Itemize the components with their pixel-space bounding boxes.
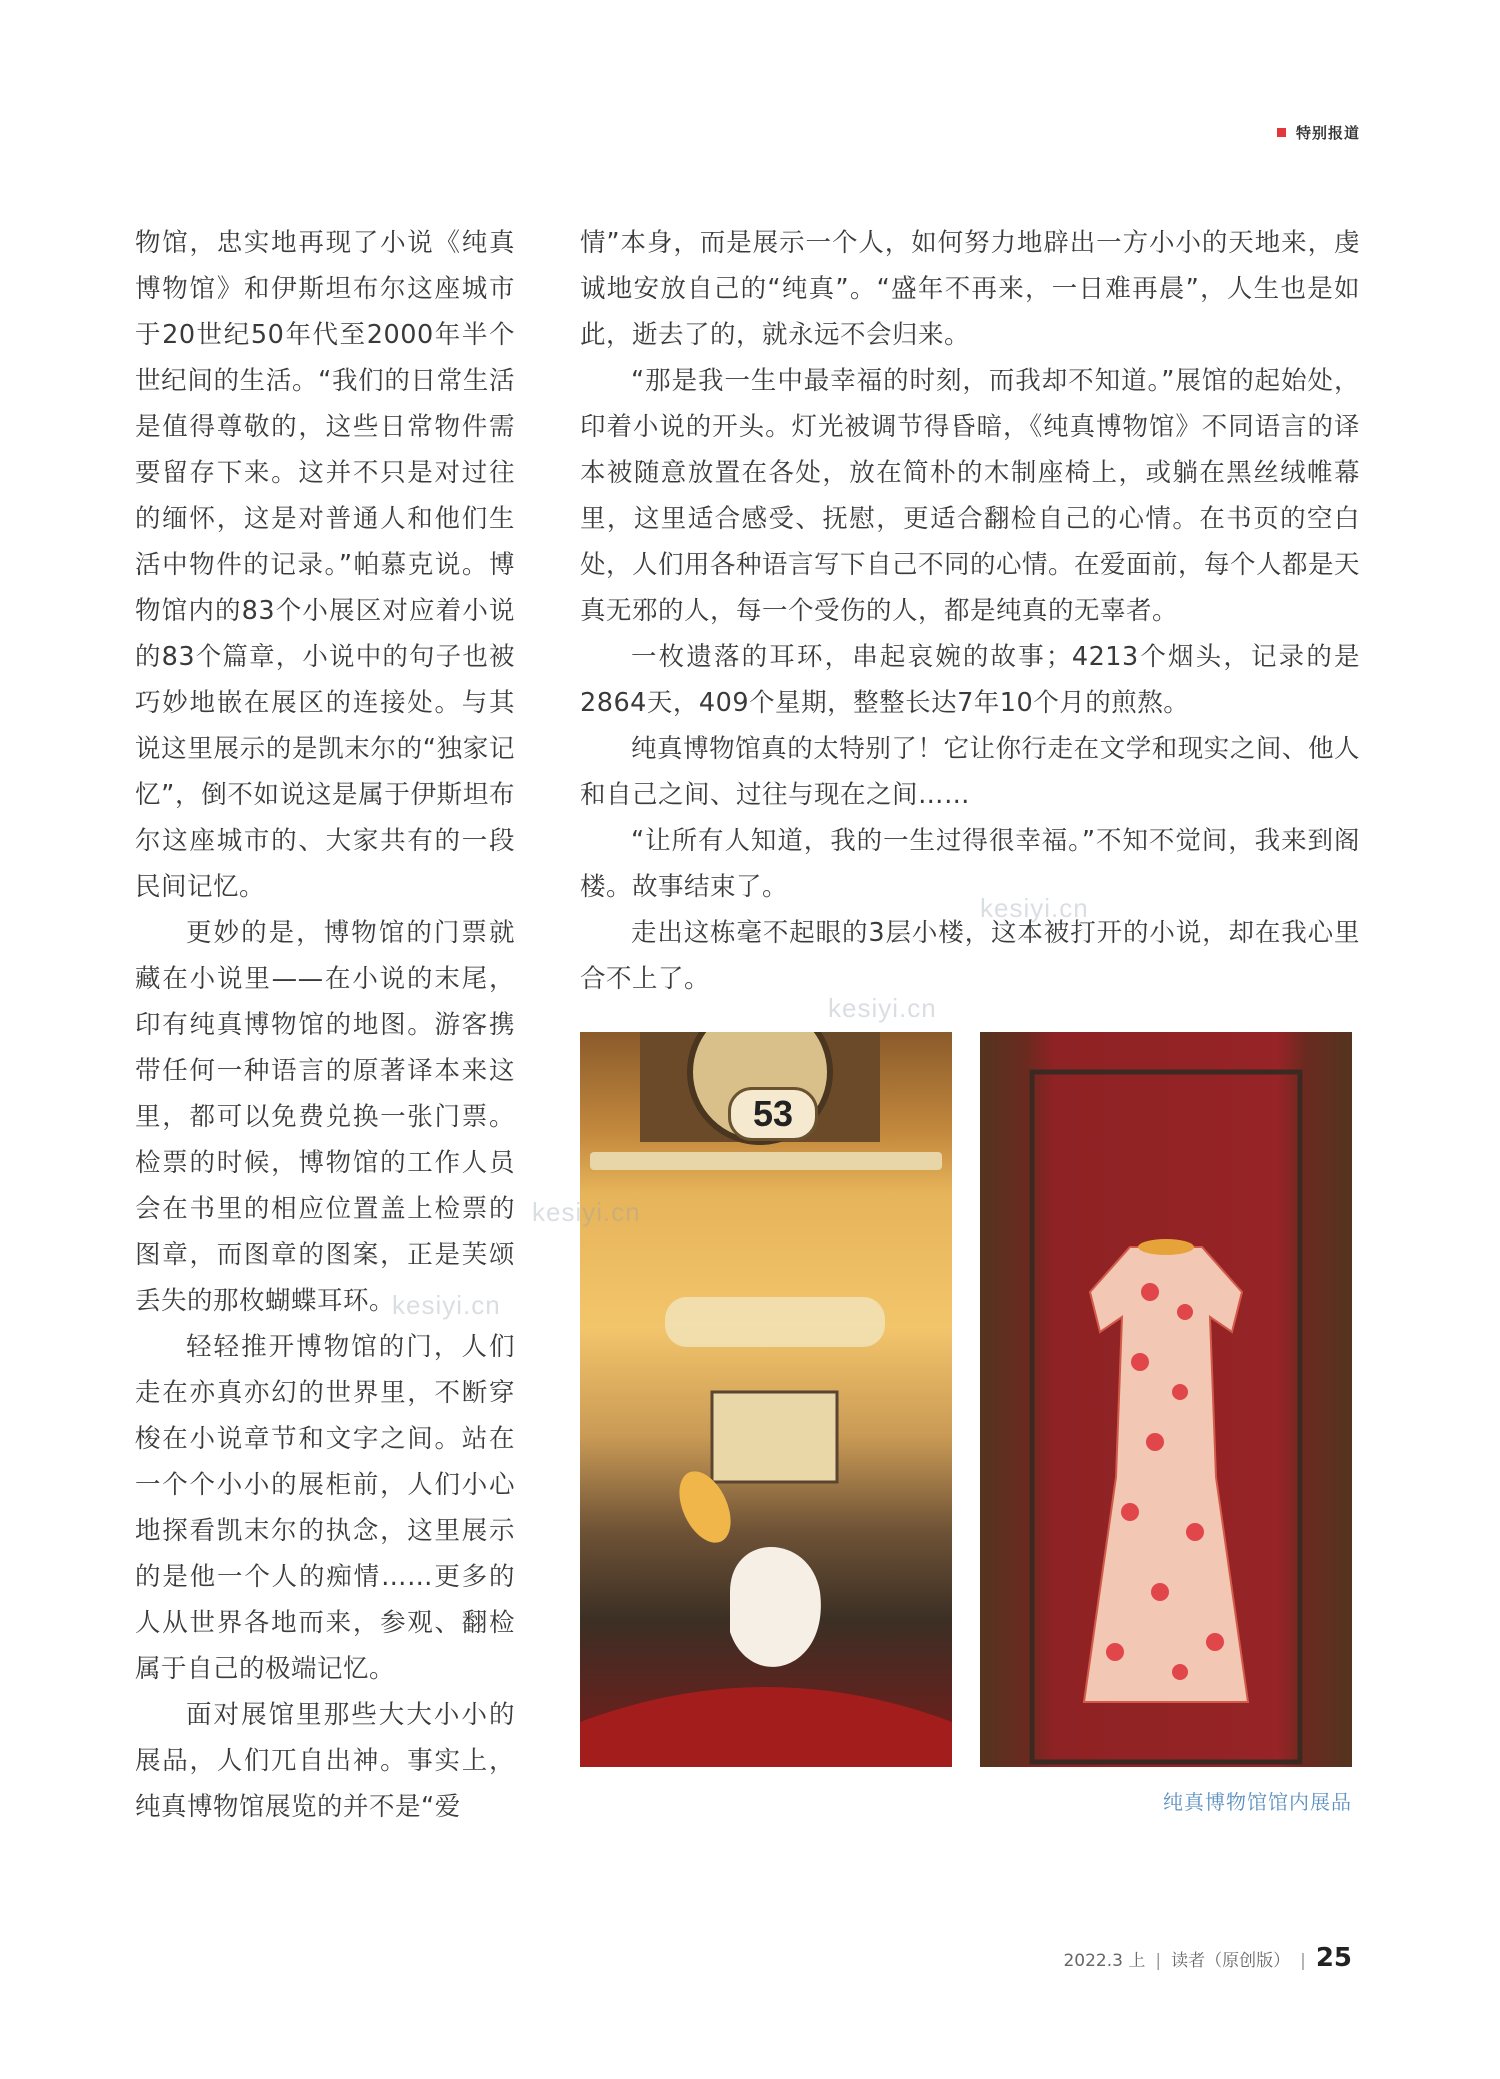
footer-separator: | — [1155, 1951, 1162, 1971]
paragraph: 走出这栋毫不起眼的3层小楼，这本被打开的小说，却在我心里合不上了。 — [580, 918, 1360, 994]
watermark: kesiyi.cn — [828, 993, 937, 1023]
paragraph: 面对展馆里那些大大小小的展品，人们兀自出神。事实上，纯真博物馆展览的并不是“爱 — [135, 1700, 515, 1822]
page-footer — [1063, 1943, 1352, 1973]
paragraph: 更妙的是，博物馆的门票就藏在小说里——在小说的末尾，印有纯真博物馆的地图。游客携带任何一种语言的原著译本来这里，都可以免费兑换一张门票。检票的时候，博物馆的工作人员会在书里的相应位置盖上检票的图章，而图章的图案，正是芙颂丢失的那枚蝴蝶耳环。 — [135, 918, 515, 1316]
watermark: kesiyi.cn — [392, 1290, 501, 1320]
paragraph: “让所有人知道，我的一生过得很幸福。”不知不觉间，我来到阁楼。故事结束了。 — [580, 826, 1360, 902]
article-left-column — [135, 220, 515, 1830]
magazine-name: 读者（原创版） — [1171, 1951, 1291, 1971]
watermark: kesiyi.cn — [532, 1197, 641, 1227]
display-case-illustration — [580, 1032, 952, 1767]
paragraph: 轻轻推开博物馆的门，人们走在亦真亦幻的世界里，不断穿梭在小说章节和文字之间。站在一个个小小的展柜前，人们小心地探看凯末尔的执念，这里展示的是他一个人的痴情……更多的人从世界各地而来，参观、翻检属于自己的极端记忆。 — [135, 1332, 515, 1684]
section-marker-square — [1277, 128, 1286, 137]
footer-separator: | — [1300, 1951, 1306, 1971]
page-number: 25 — [1315, 1943, 1352, 1973]
clock-number-label: 53 — [728, 1087, 818, 1141]
photo-museum-display-case — [580, 1032, 952, 1767]
dress-display-illustration — [980, 1032, 1352, 1767]
paragraph: “那是我一生中最幸福的时刻，而我却不知道。”展馆的起始处，印着小说的开头。灯光被调节得昏暗，《纯真博物馆》不同语言的译本被随意放置在各处，放在简朴的木制座椅上，或躺在黑丝绒帷幕里，这里适合感受、抚慰，更适合翻检自己的心情。在书页的空白处，人们用各种语言写下自己不同的心情。在爱面前，每个人都是天真无邪的人，每一个受伤的人，都是纯真的无辜者。 — [580, 366, 1361, 626]
paragraph: 一枚遗落的耳环，串起哀婉的故事；4213个烟头，记录的是2864天，409个星期，整整长达7年10个月的煎熬。 — [580, 642, 1360, 718]
photo-caption: 纯真博物馆馆内展品 — [1163, 1790, 1352, 1814]
photo-red-floral-dress — [980, 1032, 1352, 1767]
paragraph: 纯真博物馆真的太特别了！它让你行走在文学和现实之间、他人和自己之间、过往与现在之间…… — [580, 734, 1360, 810]
paragraph: 情”本身，而是展示一个人，如何努力地辟出一方小小的天地来，虔诚地安放自己的“纯真”。“盛年不再来，一日难再晨”，人生也是如此，逝去了的，就永远不会归来。 — [580, 228, 1360, 350]
section-label: 特别报道 — [1295, 124, 1360, 142]
watermark: kesiyi.cn — [980, 893, 1089, 923]
paragraph: 物馆，忠实地再现了小说《纯真博物馆》和伊斯坦布尔这座城市于20世纪50年代至2000年半个世纪间的生活。“我们的日常生活是值得尊敬的，这些日常物件需要留存下来。这并不只是对过往的缅怀，这是对普通人和他们生活中物件的记录。”帕慕克说。博物馆内的83个小展区对应着小说的83个篇章，小说中的句子也被巧妙地嵌在展区的连接处。与其说这里展示的是凯末尔的“独家记忆”，倒不如说这是属于伊斯坦布尔这座城市的、大家共有的一段民间记忆。 — [135, 228, 515, 902]
section-tag — [1277, 122, 1360, 143]
issue-label: 2022.3 上 — [1063, 1951, 1146, 1971]
article-right-column — [580, 220, 1360, 1002]
